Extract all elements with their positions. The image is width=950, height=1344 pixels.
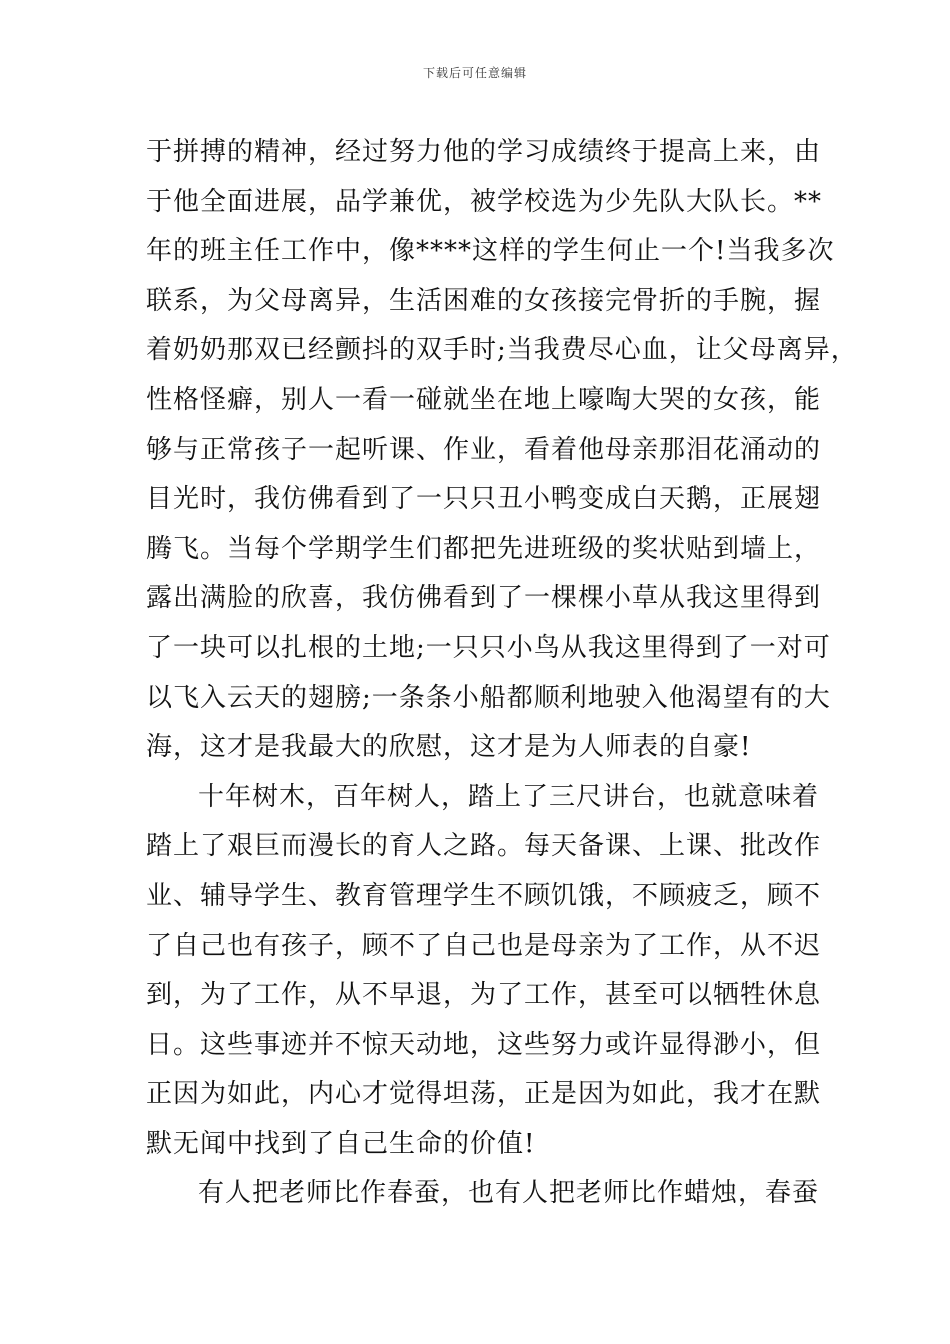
text-line: 了一块可以扎根的土地;一只只小鸟从我这里得到了一对可 — [146, 632, 831, 663]
paragraph-start-line: 有人把老师比作春蚕，也有人把老师比作蜡烛，春蚕 — [198, 1178, 820, 1209]
text-line: 年的班主任工作中，像****这样的学生何止一个!当我多次 — [146, 236, 835, 267]
text-line: 踏上了艰巨而漫长的育人之路。每天备课、上课、批改作 — [146, 831, 822, 862]
document-body — [146, 128, 858, 1219]
text-line: 腾飞。当每个学期学生们都把先进班级的奖状贴到墙上， — [146, 533, 822, 564]
text-line: 够与正常孩子一起听课、作业，看着他母亲那泪花涌动的 — [146, 434, 822, 465]
text-line: 正因为如此，内心才觉得坦荡，正是因为如此，我才在默 — [146, 1079, 822, 1110]
text-line: 日。这些事迹并不惊天动地，这些努力或许显得渺小，但 — [146, 1029, 822, 1060]
text-line: 联系，为父母离异，生活困难的女孩接完骨折的手腕，握 — [146, 285, 822, 316]
text-line: 以飞入云天的翅膀;一条条小船都顺利地驶入他渴望有的大 — [146, 682, 831, 713]
text-line: 于拼搏的精神，经过努力他的学习成绩终于提高上来，由 — [146, 137, 822, 167]
text-line: 于他全面进展，品学兼优，被学校选为少先队大队长。** — [146, 186, 823, 217]
text-line: 了自己也有孩子，顾不了自己也是母亲为了工作，从不迟 — [146, 930, 822, 961]
text-line: 到，为了工作，从不早退，为了工作，甚至可以牺牲休息 — [146, 980, 822, 1011]
paragraph-start-line: 十年树木，百年树人，踏上了三尺讲台，也就意味着 — [198, 781, 820, 812]
text-line: 着奶奶那双已经颤抖的双手时;当我费尽心血，让父母离异， — [146, 335, 858, 366]
text-line: 默无闻中找到了自己生命的价值! — [146, 1128, 536, 1159]
text-line: 性格怪癖，别人一看一碰就坐在地上嚎啕大哭的女孩，能 — [146, 384, 822, 415]
text-line: 业、辅导学生、教育管理学生不顾饥饿，不顾疲乏，顾不 — [146, 880, 822, 911]
text-line: 露出满脸的欣喜，我仿佛看到了一棵棵小草从我这里得到 — [146, 583, 822, 614]
text-line: 海，这才是我最大的欣慰，这才是为人师表的自豪! — [146, 732, 752, 763]
page-header: 下载后可任意编辑 — [422, 66, 527, 80]
text-line: 目光时，我仿佛看到了一只只丑小鸭变成白天鹅，正展翅 — [146, 484, 822, 515]
